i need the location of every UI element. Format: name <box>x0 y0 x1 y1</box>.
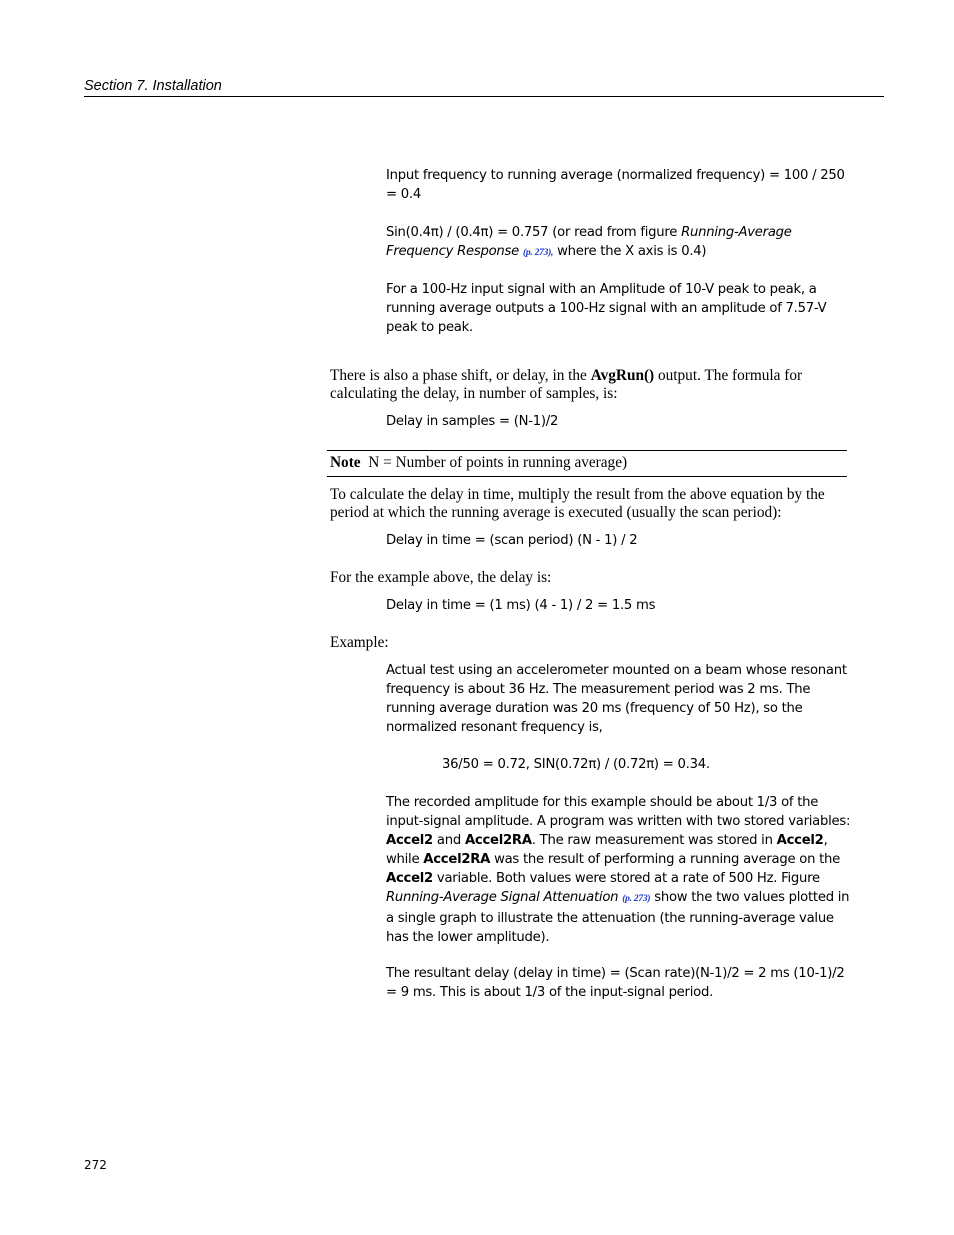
sin-calc-pre: Sin(0.4π) / (0.4π) = 0.757 (or read from figure <box>386 225 682 240</box>
recorded-text-5: was the result of performing a running average on the <box>490 852 841 867</box>
normalized-calc-line: 36/50 = 0.72, SIN(0.72π) / (0.72π) = 0.34. <box>442 757 710 772</box>
phase-shift-paragraph <box>330 367 845 403</box>
page-reference-link[interactable]: (p. 273) <box>622 894 651 904</box>
normalized-frequency-text: Input frequency to running average (normalized frequency) = 100 / 250 = 0.4 <box>386 168 845 202</box>
phase-post: output. The formula for calculating the delay, in number of samples, is: <box>330 367 803 402</box>
note-box <box>327 450 847 477</box>
recorded-text-2: and <box>432 833 465 848</box>
variable-accel2: Accel2 <box>386 871 433 886</box>
actual-test-paragraph: Actual test using an accelerometer mounted on a beam whose resonant frequency is about 36 Hz. The measurement period was 2 ms. The running average duration was 20 ms (frequency of 50 Hz), so the normalized resonant frequency is, <box>386 663 847 735</box>
variable-accel2ra: Accel2RA <box>423 852 491 867</box>
sin-calc-post: where the X axis is 0.4) <box>553 244 707 259</box>
page-number: 272 <box>84 1158 107 1172</box>
delay-time-intro: To calculate the delay in time, multiply the result from the above equation by the period at which the running average is executed (usually the scan period): <box>330 486 825 521</box>
avgrun-function-name: AvgRun() <box>590 367 655 384</box>
sin-calculation-text <box>386 223 851 263</box>
variable-accel2ra: Accel2RA <box>464 833 532 848</box>
figure-name-signal-attenuation: Running-Average Signal Attenuation <box>386 890 619 905</box>
recorded-text-4: , while <box>386 833 828 867</box>
phase-pre: There is also a phase shift, or delay, in the <box>330 367 591 384</box>
example-intro: For the example above, the delay is: <box>330 569 552 586</box>
page-reference-link[interactable]: (p. 273), <box>522 248 554 258</box>
figure-name-frequency-response: Running-Average Frequency Response <box>386 225 792 259</box>
page-header <box>84 76 884 97</box>
recorded-amplitude-paragraph <box>386 793 851 947</box>
note-content <box>330 454 627 472</box>
section-title: Section 7. Installation <box>84 78 222 94</box>
resultant-delay-paragraph: The resultant delay (delay in time) = (Scan rate)(N-1)/2 = 2 ms (10-1)/2 = 9 ms. This is about 1/3 of the input-signal period. <box>386 966 845 1000</box>
variable-accel2: Accel2 <box>776 833 824 848</box>
note-text: N = Number of points in running average) <box>368 454 628 471</box>
example-label: Example: <box>330 634 389 651</box>
formula-delay-time: Delay in time = (scan period) (N - 1) / 2 <box>386 533 638 548</box>
recorded-text-7: show the two values plotted in a single graph to illustrate the attenuation (the running-average value has the lower amplitude). <box>386 890 850 945</box>
recorded-text-1: The recorded amplitude for this example should be about 1/3 of the input-signal amplitude. A program was written with two stored variables: <box>386 795 851 829</box>
formula-example: Delay in time = (1 ms) (4 - 1) / 2 = 1.5 ms <box>386 598 656 613</box>
recorded-text-6: variable. Both values were stored at a rate of 500 Hz. Figure <box>432 871 820 886</box>
recorded-text-3: . The raw measurement was stored in <box>531 833 777 848</box>
variable-accel2: Accel2 <box>386 833 433 848</box>
note-label: Note <box>330 454 361 471</box>
amplitude-example-text: For a 100-Hz input signal with an Amplitude of 10-V peak to peak, a running average outputs a 100-Hz signal with an amplitude of 7.57-V peak to peak. <box>386 282 827 335</box>
formula-delay-samples: Delay in samples = (N-1)/2 <box>386 414 559 429</box>
